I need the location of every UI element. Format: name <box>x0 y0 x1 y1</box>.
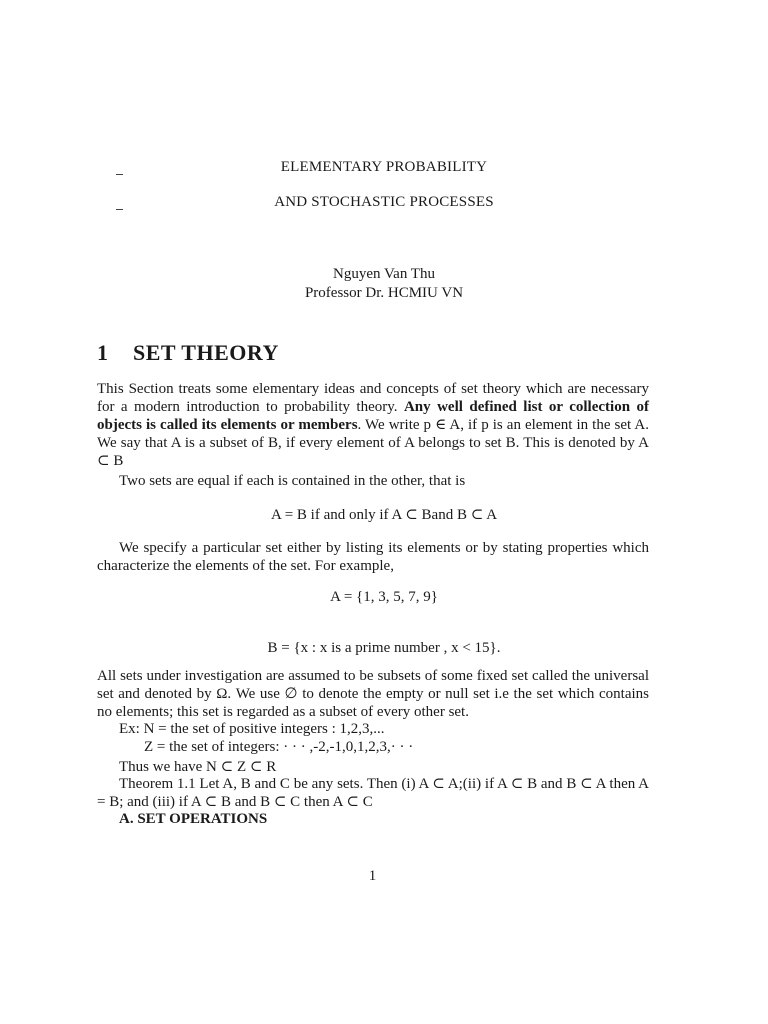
theorem-1-1: Theorem 1.1 Let A, B and C be any sets. Then (i) A ⊂ A;(ii) if A ⊂ B and B ⊂ A then A = B; and (iii) if A ⊂ B and B ⊂ C then A ⊂ C <box>97 776 649 810</box>
page-number: 1 <box>368 868 377 884</box>
paragraph-universal-set: All sets under investigation are assumed to be subsets of some fixed set called the universal set and denoted by Ω. We use ∅ to denote the empty or null set i.e the set which contains no elements; this set is regarded as a subset of every other set. <box>97 668 649 720</box>
title-line-1: ELEMENTARY PROBABILITY <box>280 159 488 175</box>
example-naturals: Ex: N = the set of positive integers : 1,2,3,... <box>119 721 385 737</box>
author-affiliation: Professor Dr. HCMIU VN <box>304 285 464 301</box>
section-title: SET THEORY <box>133 340 279 365</box>
title-line-2: AND STOCHASTIC PROCESSES <box>274 194 494 210</box>
section-number: 1 <box>97 340 109 365</box>
intro-bold-definition: Any well defined list or collection of objects is called its elements or members <box>97 399 649 433</box>
equation-set-a: A = {1, 3, 5, 7, 9} <box>330 589 438 605</box>
author-name: Nguyen Van Thu <box>333 266 435 282</box>
example-inclusion: Thus we have N ⊂ Z ⊂ R <box>119 759 277 775</box>
intro-text-a: This Section treats some elementary ideas and concepts of set theory which are necessary for a modern introduction to probability theory. <box>97 381 649 415</box>
intro-text-b: . We write p ∈ A, if p is an element in the set A. We say that A is a subset of B, if every element of A belongs to set B. This is denoted by A ⊂ B <box>97 417 649 469</box>
equation-set-equality: A = B if and only if A ⊂ Band B ⊂ A <box>270 507 498 523</box>
equation-set-b: B = {x : x is a prime number , x < 15}. <box>267 640 501 656</box>
paragraph-equal-sets: Two sets are equal if each is contained in the other, that is <box>119 473 466 489</box>
paragraph-intro <box>97 380 649 470</box>
example-integers: Z = the set of integers: · · · ,-2,-1,0,1,2,3,· · · <box>144 739 414 755</box>
subheading-set-operations: A. SET OPERATIONS <box>119 811 268 827</box>
section-heading <box>97 340 279 366</box>
paragraph-specify-set: We specify a particular set either by listing its elements or by stating properties which characterize the elements of the set. For example, <box>97 540 649 574</box>
